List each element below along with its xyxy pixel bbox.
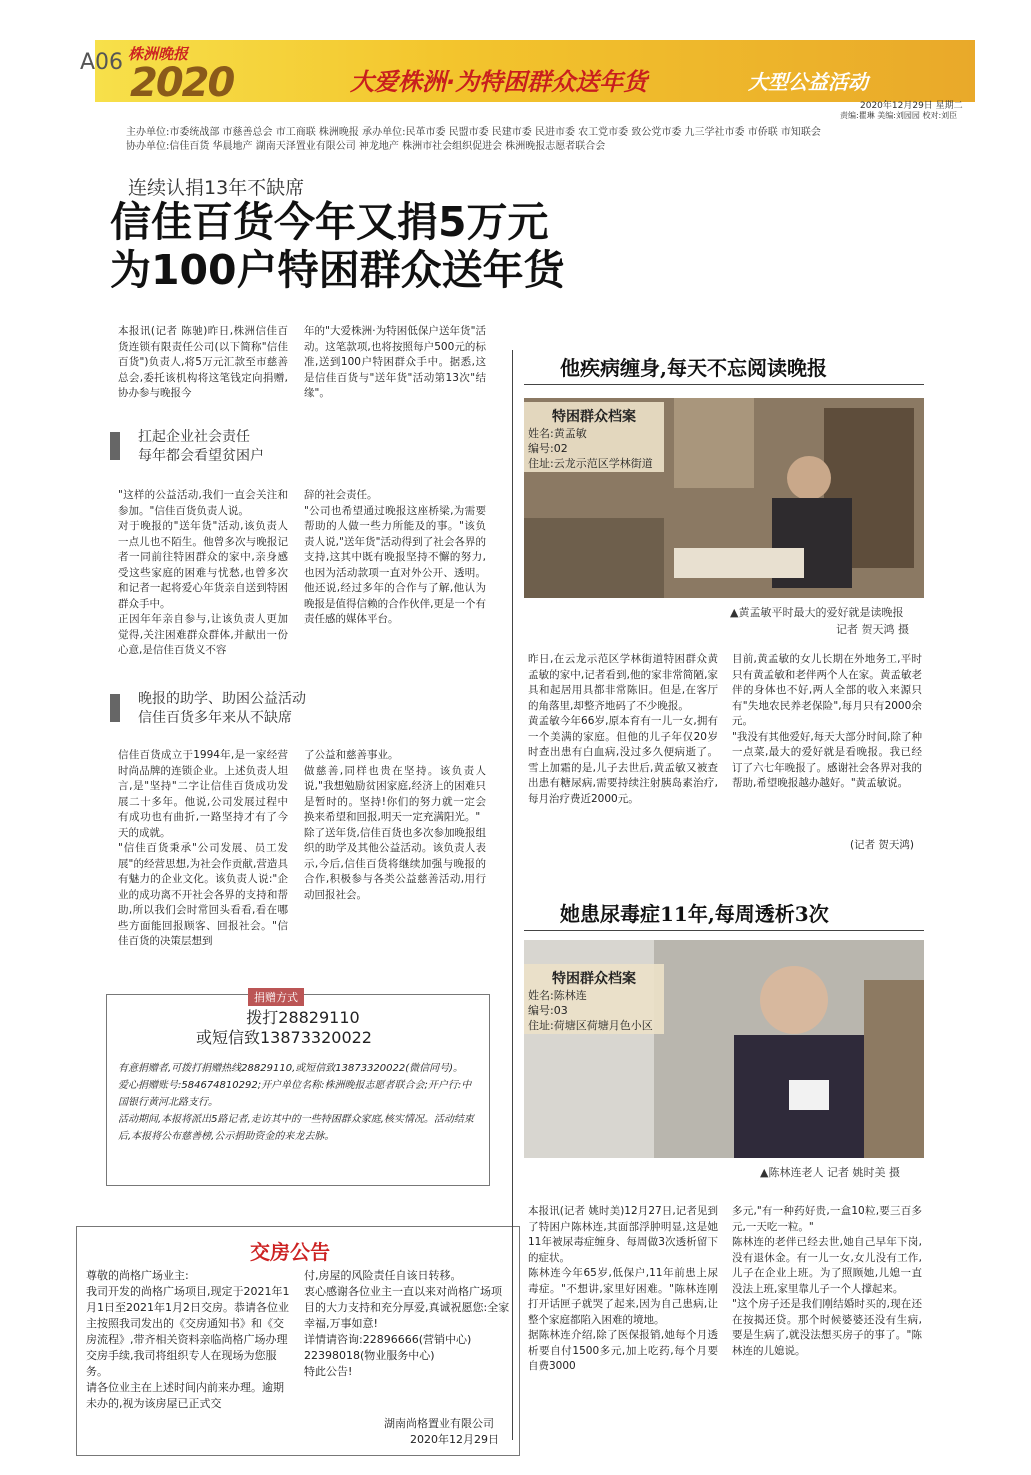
story2-headline: 她患尿毒症11年,每周透析3次 [560,902,829,926]
notice-title: 交房公告 [250,1240,330,1264]
story1-number: 编号:02 [528,442,568,455]
story2-rule [524,930,924,931]
lead-headline-line1: 信佳百货今年又捐5万元 [110,198,549,246]
subhead-marker [110,694,120,722]
lead-headline [110,198,565,294]
section1-col2: 辞的社会责任。 "公司也希望通过晚报这座桥梁,为需要帮助的人做一些力所能及的事。"该负责人说,"送年货"活动得到了社会各界的支持,这其中既有晚报坚持不懈的努力,也因为活动款项一直对外公开、透明。他还说,经过多年的合作与了解,他认为晚报是值得信赖的合作伙伴,更是一个有责任感的媒体平台。 [304,489,486,625]
story1-byline: (记者 贺天鸿) [850,839,915,851]
donation-tag: 捐赠方式 [248,988,304,1006]
lead-kicker: 连续认捐13年不缺席 [128,177,305,199]
story2-col2: 多元,"有一种药好贵,一盒10粒,要三百多元,一天吃一粒。" 陈林连的老伴已经去世,她自己早年下岗,没有退休金。有一儿一女,女儿没有工作,儿子在企业上班。为了照顾她,儿媳一直没法上班,家里靠儿子一个人撑起来。 "这个房子还是我们刚结婚时买的,现在还在按揭还贷。那个时候婆婆还没有生病,要是生病了,就没法想买房子的事了。"陈林连的儿媳说。 [732,1205,922,1357]
story1-name: 姓名:黄孟敏 [528,427,587,440]
story1-caption: ▲黄孟敏平时最大的爱好就是读晚报 [730,606,904,619]
subhead-1-line1: 扛起企业社会责任 [138,429,250,445]
story2-card-title: 特困群众档案 [552,971,636,987]
story1-credit: 记者 贺天鸿 摄 [836,623,909,636]
story1-address: 住址:云龙示范区学林街道 [528,457,653,470]
story2-address: 住址:荷塘区荷塘月色小区 [528,1019,653,1032]
story2-col1: 本报讯(记者 姚时美)12月27日,记者见到了特困户陈林连,其面部浮肿明显,这是她11年被尿毒症缠身、每周做3次透析留下的症状。 陈林连今年65岁,低保户,11年前患上尿毒症。"不想讲,家里好困难。"陈林连刚打开话匣子就哭了起来,因为自己患病,让整个家庭都陷入困难的境地。 据陈林连介绍,除了医保报销,她每个月透析要自付1500多元,加上吃药,每个月要自费3000 [528,1205,718,1372]
donation-detail-3: 活动期间,本报将派出5路记者,走访其中的一些特困群众家庭,核实情况。活动结束后,本报将公布慈善榜,公示捐助资金的来龙去脉。 [118,1114,474,1142]
donation-details [118,1060,476,1145]
lead-intro-col1: 本报讯(记者 陈驰)昨日,株洲信佳百货连锁有限责任公司(以下简称"信佳百货")负责人,将5万元汇款至市慈善总会,委托该机构将这笔钱定向捐赠,协办参与晚报今 [118,325,288,399]
donation-sms: 或短信致13873320022 [196,1028,372,1047]
story2-number: 编号:03 [528,1004,568,1017]
campaign-year: 2020 [130,60,234,106]
story1-headline: 他疾病缠身,每天不忘阅读晚报 [560,356,827,380]
lead-intro-col2: 年的"大爱株洲·为特困低保户送年货"活动。这笔款项,也将按照每户500元的标准,送到100户特困群众手中。据悉,这是信佳百货与"送年货"活动第13次"结缘"。 [304,325,486,399]
donation-hotline: 拨打28829110 [246,1008,360,1027]
lead-headline-line2: 为100户特困群众送年货 [110,246,565,294]
story1-profile [528,426,653,471]
subhead-2-line1: 晚报的助学、助困公益活动 [138,691,306,707]
sponsor-block [126,126,986,154]
story2-caption: ▲陈林连老人 记者 姚时美 摄 [760,1166,900,1179]
notice-date: 2020年12月29日 [410,1433,499,1446]
donation-detail-2: 爱心捐赠账号:584674810292;开户单位名称:株洲晚报志愿者联合会;开户行:中国银行黄河北路支行。 [118,1080,472,1108]
notice-company: 湖南尚格置业有限公司 [384,1417,494,1430]
notice-col2: 付,房屋的风险责任自该日转移。 衷心感谢各位业主一直以来对尚格广场项目的大力支持和充分厚爱,真诚祝愿您:全家幸福,万事如意! 详情请咨询:22896666(营销中心) 22398018(物业服务中心) 特此公告! [304,1269,510,1378]
story1-rule [524,384,924,385]
sponsors-line: 主办单位:市委统战部 市慈善总会 市工商联 株洲晚报 承办单位:民革市委 民盟市委 民建市委 民进市委 农工党市委 致公党市委 九三学社市委 市侨联 市知联会 [126,127,821,138]
section1-col1: "这样的公益活动,我们一直会关注和参加。"信佳百货负责人说。 对于晚报的"送年货"活动,该负责人一点儿也不陌生。他曾多次与晚报记者一同前往特困群众的家中,亲身感受这些家庭的困难与忧愁,也曾多次和记者一起将爱心年货亲自送到特困群众手中。 正因年年亲自参与,让该负责人更加觉得,关注困难群众群体,并献出一份心意,是信佳百货义不容 [118,489,288,656]
story1-col1: 昨日,在云龙示范区学林街道特困群众黄孟敏的家中,记者看到,他的家非常简陋,家具和起居用具都非常陈旧。但是,在客厅的角落里,却整齐地码了不少晚报。 黄孟敏今年66岁,原本育有一儿一女,拥有一个美满的家庭。但他的儿子年仅20岁时查出患有白血病,没过多久便病逝了。雪上加霜的是,儿子去世后,黄孟敏又被查出患有糖尿病,需要持续注射胰岛素治疗,每月治疗费近2000元。 [528,653,718,805]
column-divider [512,350,513,1440]
story2-name: 姓名:陈林连 [528,989,587,1002]
dateline: 2020年12月29日 星期二 [860,101,963,111]
subhead-1 [138,428,264,466]
page-number: A06 [80,50,124,75]
subhead-2 [138,690,306,728]
co-sponsors-line: 协办单位:信佳百货 华晨地产 湖南天泽置业有限公司 神龙地产 株洲市社会组织促进会 株洲晚报志愿者联合会 [126,141,606,152]
story2-profile [528,988,653,1033]
subhead-2-line2: 信佳百货多年来从不缺席 [138,710,292,726]
subhead-marker [110,432,120,460]
subhead-1-line2: 每年都会看望贫困户 [138,448,264,464]
section2-col1: 信佳百货成立于1994年,是一家经营时尚品牌的连锁企业。上述负责人坦言,是"坚持"二字让信佳百货成功发展二十多年。他说,公司发展过程中有成功也有曲折,一路坚持才有了今天的成就。 "信佳百货秉承"公司发展、员工发展"的经营思想,为社会作贡献,营造具有魅力的企业文化。该负责人说:"企业的成功离不开社会各界的支持和帮助,所以我们会时常回头看看,看在哪些方面能回报顾客、回报社会。"信佳百货的决策层想到 [118,749,288,947]
campaign-subtitle: 大型公益活动 [748,70,868,94]
story1-col2: 目前,黄孟敏的女儿长期在外地务工,平时只有黄孟敏和老伴两个人在家。黄孟敏老伴的身体也不好,两人全部的收入来源只有"失地农民养老保险",每月只有2000余元。 "我没有其他爱好,每天大部分时间,除了种一点菜,最大的爱好就是看晚报。我已经订了六七年晚报了。感谢社会各界对我的帮助,希望晚报越办越好。"黄孟敏说。 [732,653,923,789]
notice-col1: 尊敬的尚格广场业主: 我司开发的尚格广场项目,现定于2021年1月1日至2021年1月2日交房。恭请各位业主按照我司发出的《交房通知书》和《交房流程》,带齐相关资料亲临尚格广场办理交房手续,我司将组织专人在现场为您服务。 请各位业主在上述时间内前来办理。逾期未办的,视为该房屋已正式交 [86,1269,290,1410]
campaign-title: 大爱株洲·为特困群众送年货 [350,68,648,96]
newspaper-logo: 株洲晚报 [128,45,189,63]
editors-line: 责编:瞿琳 美编:刘园园 校对:刘臣 [840,111,958,120]
donation-detail-1: 有意捐赠者,可拨打捐赠热线28829110,或短信致13873320022(微信同号)。 [118,1063,464,1074]
story1-card-title: 特困群众档案 [552,409,636,425]
section2-col2: 了公益和慈善事业。 做慈善,同样也贵在坚持。该负责人说,"我想勉励贫困家庭,经济上的困难只是暂时的。坚持!你们的努力就一定会换来希望和回报,明天一定充满阳光。" 除了送年货,信佳百货也多次参加晚报组织的助学及其他公益活动。该负责人表示,今后,信佳百货将继续加强与晚报的合作,积极参与各类公益慈善活动,用行动回报社会。 [304,749,486,901]
